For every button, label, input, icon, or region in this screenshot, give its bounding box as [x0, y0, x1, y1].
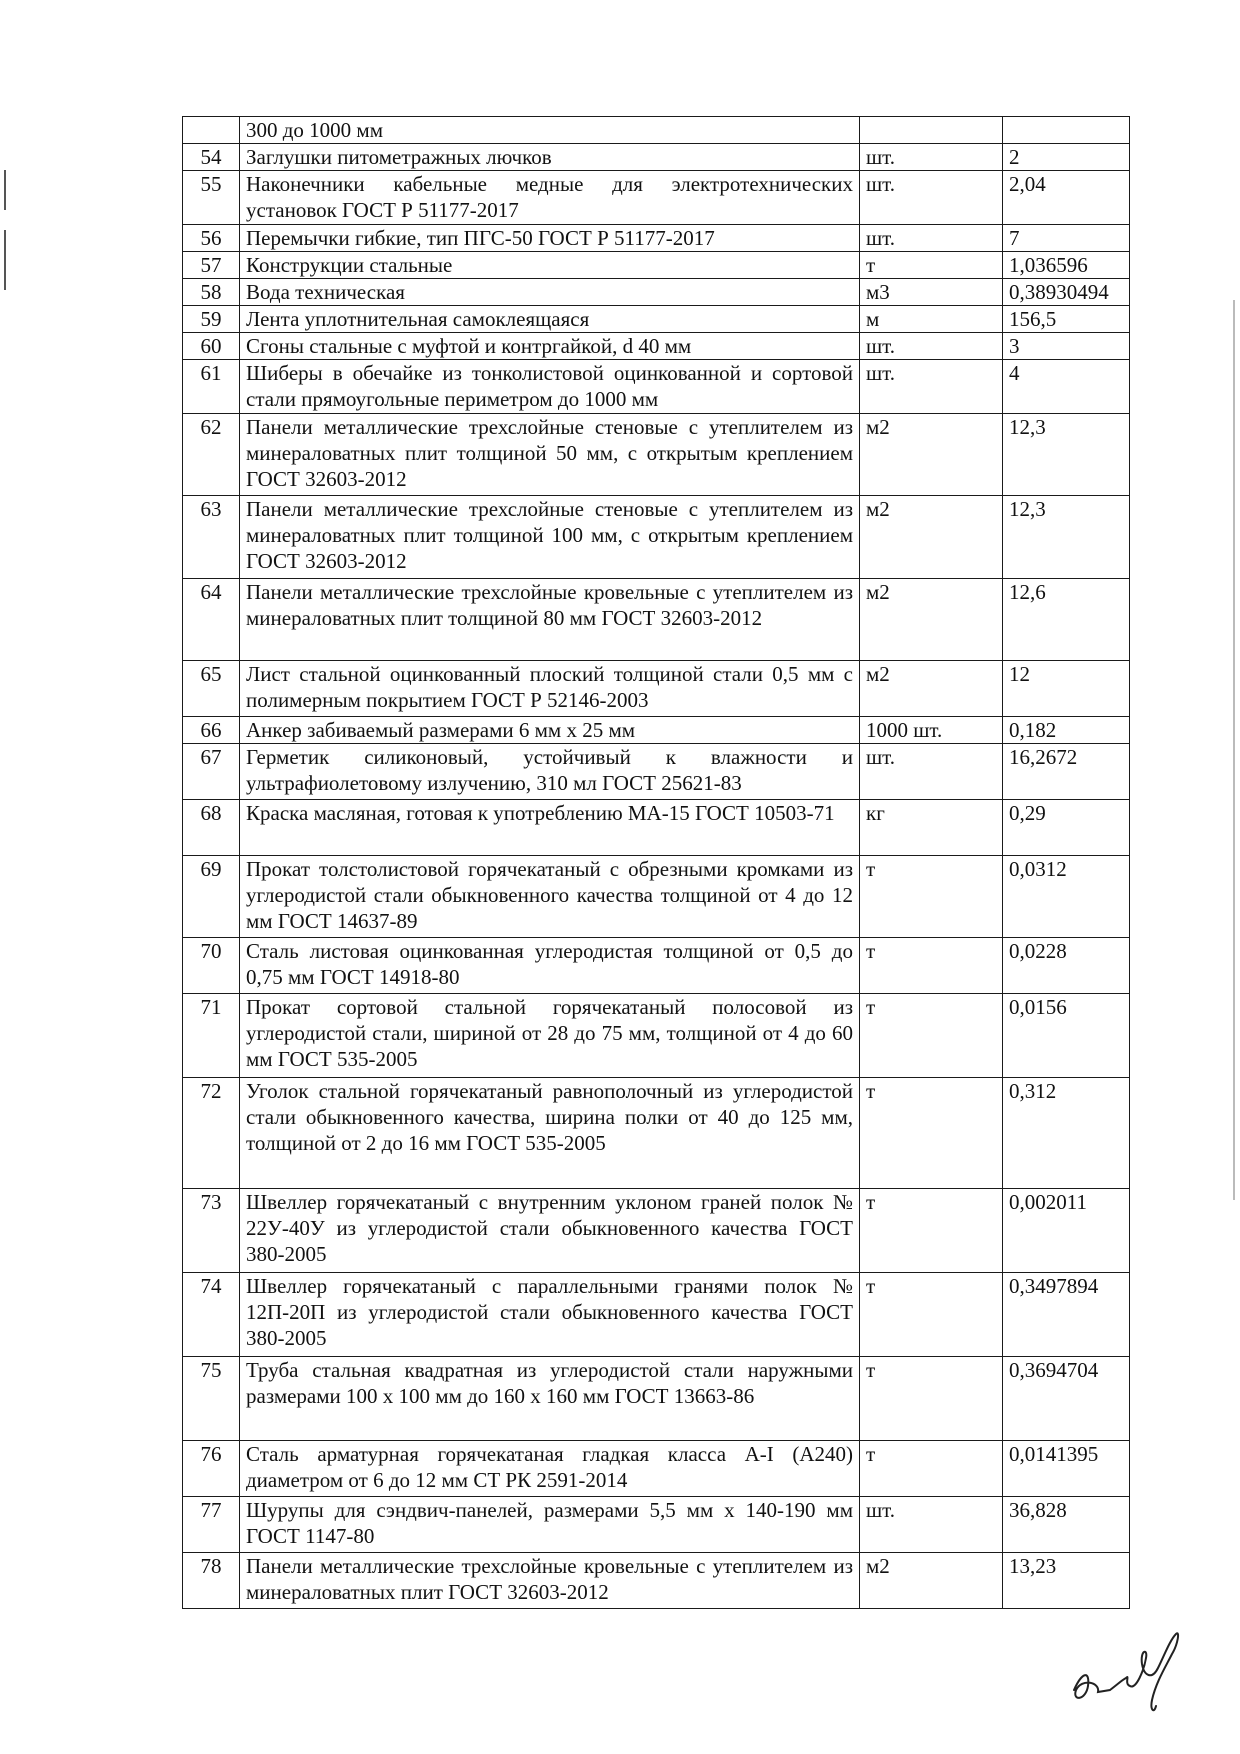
scan-mark [1233, 300, 1235, 1200]
row-number: 59 [183, 306, 240, 333]
row-name: Лента уплотнительная самоклеящаяся [240, 306, 860, 333]
row-number: 62 [183, 414, 240, 496]
row-number: 60 [183, 333, 240, 360]
table-row [183, 496, 1130, 579]
row-name: Панели металлические трехслойные стеновые с утеплителем из минераловатных плит толщиной 100 мм, с открытым креплением ГОСТ 32603-2012 [240, 496, 860, 579]
row-unit: м2 [860, 579, 1003, 661]
row-qty: 12,3 [1003, 414, 1130, 496]
row-number: 65 [183, 661, 240, 717]
row-unit: шт. [860, 333, 1003, 360]
row-number: 78 [183, 1553, 240, 1609]
table-row [183, 306, 1130, 333]
table-row [183, 1497, 1130, 1553]
row-number: 76 [183, 1441, 240, 1497]
row-name: Уголок стальной горячекатаный равнополочный из углеродистой стали обыкновенного качества, ширина полки от 40 до 125 мм, толщиной от 2 до 16 мм ГОСТ 535-2005 [240, 1078, 860, 1189]
row-unit: м2 [860, 661, 1003, 717]
row-qty: 12,3 [1003, 496, 1130, 579]
row-number: 77 [183, 1497, 240, 1553]
row-qty: 13,23 [1003, 1553, 1130, 1609]
scan-mark [4, 230, 6, 290]
scan-mark [4, 170, 6, 210]
row-number: 73 [183, 1189, 240, 1273]
table-row [183, 252, 1130, 279]
row-unit: т [860, 1078, 1003, 1189]
table-row [183, 225, 1130, 252]
row-unit: м3 [860, 279, 1003, 306]
table-row [183, 856, 1130, 938]
row-name: Перемычки гибкие, тип ПГС-50 ГОСТ Р 51177-2017 [240, 225, 860, 252]
row-qty: 0,0228 [1003, 938, 1130, 994]
row-unit: 1000 шт. [860, 717, 1003, 744]
row-unit [860, 117, 1003, 144]
table-row [183, 1078, 1130, 1189]
row-name: Конструкции стальные [240, 252, 860, 279]
row-name: Шурупы для сэндвич-панелей, размерами 5,5 мм x 140-190 мм ГОСТ 1147-80 [240, 1497, 860, 1553]
row-qty: 7 [1003, 225, 1130, 252]
row-name: Вода техническая [240, 279, 860, 306]
row-name: Панели металлические трехслойные кровельные с утеплителем из минераловатных плит толщиной 80 мм ГОСТ 32603-2012 [240, 579, 860, 661]
table-row [183, 144, 1130, 171]
row-qty: 12 [1003, 661, 1130, 717]
row-number: 63 [183, 496, 240, 579]
row-qty: 4 [1003, 360, 1130, 414]
table-row [183, 117, 1130, 144]
row-number: 71 [183, 994, 240, 1078]
row-qty: 0,0312 [1003, 856, 1130, 938]
row-unit: т [860, 252, 1003, 279]
row-name: Анкер забиваемый размерами 6 мм x 25 мм [240, 717, 860, 744]
row-name: Краска масляная, готовая к употреблению МА-15 ГОСТ 10503-71 [240, 800, 860, 856]
row-unit: т [860, 1189, 1003, 1273]
row-name: Герметик силиконовый, устойчивый к влажности и ультрафиолетовому излучению, 310 мл ГОСТ 25621-83 [240, 744, 860, 800]
row-unit: шт. [860, 225, 1003, 252]
table-row [183, 800, 1130, 856]
row-name: Труба стальная квадратная из углеродистой стали наружными размерами 100 x 100 мм до 160 x 160 мм ГОСТ 13663-86 [240, 1357, 860, 1441]
row-name: Заглушки питометражных лючков [240, 144, 860, 171]
table-row [183, 360, 1130, 414]
row-qty [1003, 117, 1130, 144]
row-name: Прокат сортовой стальной горячекатаный полосовой из углеродистой стали, шириной от 28 до 75 мм, толщиной от 4 до 60 мм ГОСТ 535-2005 [240, 994, 860, 1078]
row-qty: 0,29 [1003, 800, 1130, 856]
row-unit: шт. [860, 744, 1003, 800]
row-number: 64 [183, 579, 240, 661]
row-number: 61 [183, 360, 240, 414]
row-name: Панели металлические трехслойные кровельные с утеплителем из минераловатных плит ГОСТ 32603-2012 [240, 1553, 860, 1609]
row-number: 69 [183, 856, 240, 938]
row-name: 300 до 1000 мм [240, 117, 860, 144]
row-qty: 0,002011 [1003, 1189, 1130, 1273]
row-unit: м [860, 306, 1003, 333]
row-unit: т [860, 994, 1003, 1078]
table-row [183, 579, 1130, 661]
row-number: 56 [183, 225, 240, 252]
table-row [183, 1553, 1130, 1609]
row-number [183, 117, 240, 144]
row-name: Сталь листовая оцинкованная углеродистая толщиной от 0,5 до 0,75 мм ГОСТ 14918-80 [240, 938, 860, 994]
row-number: 70 [183, 938, 240, 994]
table-row [183, 744, 1130, 800]
row-qty: 2,04 [1003, 171, 1130, 225]
row-qty: 36,828 [1003, 1497, 1130, 1553]
table-row [183, 1357, 1130, 1441]
row-qty: 0,3497894 [1003, 1273, 1130, 1357]
row-qty: 156,5 [1003, 306, 1130, 333]
row-number: 74 [183, 1273, 240, 1357]
row-number: 72 [183, 1078, 240, 1189]
row-number: 54 [183, 144, 240, 171]
table-row [183, 1189, 1130, 1273]
table-row [183, 171, 1130, 225]
row-name: Шиберы в обечайке из тонколистовой оцинкованной и сортовой стали прямоугольные периметром до 1000 мм [240, 360, 860, 414]
table-row [183, 938, 1130, 994]
row-unit: м2 [860, 496, 1003, 579]
row-number: 58 [183, 279, 240, 306]
table-row [183, 333, 1130, 360]
row-name: Сталь арматурная горячекатаная гладкая класса A-I (A240) диаметром от 6 до 12 мм СТ РК 2591-2014 [240, 1441, 860, 1497]
row-unit: шт. [860, 360, 1003, 414]
signature-mark [1060, 1620, 1210, 1720]
row-name: Швеллер горячекатаный с параллельными гранями полок № 12П-20П из углеродистой стали обыкновенного качества ГОСТ 380-2005 [240, 1273, 860, 1357]
row-qty: 2 [1003, 144, 1130, 171]
row-number: 75 [183, 1357, 240, 1441]
row-number: 57 [183, 252, 240, 279]
row-unit: т [860, 856, 1003, 938]
table-row [183, 994, 1130, 1078]
row-number: 67 [183, 744, 240, 800]
row-unit: т [860, 1357, 1003, 1441]
row-number: 55 [183, 171, 240, 225]
row-unit: шт. [860, 144, 1003, 171]
row-unit: кг [860, 800, 1003, 856]
table-row [183, 661, 1130, 717]
row-qty: 16,2672 [1003, 744, 1130, 800]
row-name: Панели металлические трехслойные стеновые с утеплителем из минераловатных плит толщиной 50 мм, с открытым креплением ГОСТ 32603-2012 [240, 414, 860, 496]
materials-table [182, 116, 1130, 1609]
row-qty: 3 [1003, 333, 1130, 360]
row-unit: м2 [860, 414, 1003, 496]
table-row [183, 1441, 1130, 1497]
table-row [183, 414, 1130, 496]
row-qty: 0,182 [1003, 717, 1130, 744]
row-name: Наконечники кабельные медные для электротехнических установок ГОСТ Р 51177-2017 [240, 171, 860, 225]
row-qty: 1,036596 [1003, 252, 1130, 279]
row-unit: м2 [860, 1553, 1003, 1609]
row-name: Лист стальной оцинкованный плоский толщиной стали 0,5 мм с полимерным покрытием ГОСТ Р 52146-2003 [240, 661, 860, 717]
row-qty: 12,6 [1003, 579, 1130, 661]
row-unit: т [860, 1441, 1003, 1497]
table-row [183, 717, 1130, 744]
row-qty: 0,3694704 [1003, 1357, 1130, 1441]
row-qty: 0,0156 [1003, 994, 1130, 1078]
row-qty: 0,0141395 [1003, 1441, 1130, 1497]
row-qty: 0,312 [1003, 1078, 1130, 1189]
row-name: Швеллер горячекатаный с внутренним уклоном граней полок № 22У-40У из углеродистой стали обыкновенного качества ГОСТ 380-2005 [240, 1189, 860, 1273]
table-row [183, 1273, 1130, 1357]
row-number: 68 [183, 800, 240, 856]
row-unit: шт. [860, 171, 1003, 225]
row-number: 66 [183, 717, 240, 744]
materials-table-body [183, 117, 1130, 1609]
row-name: Прокат толстолистовой горячекатаный с обрезными кромками из углеродистой стали обыкновенного качества толщиной от 4 до 12 мм ГОСТ 14637-89 [240, 856, 860, 938]
row-name: Сгоны стальные с муфтой и контргайкой, d 40 мм [240, 333, 860, 360]
row-unit: т [860, 1273, 1003, 1357]
row-unit: шт. [860, 1497, 1003, 1553]
table-row [183, 279, 1130, 306]
row-unit: т [860, 938, 1003, 994]
row-qty: 0,38930494 [1003, 279, 1130, 306]
